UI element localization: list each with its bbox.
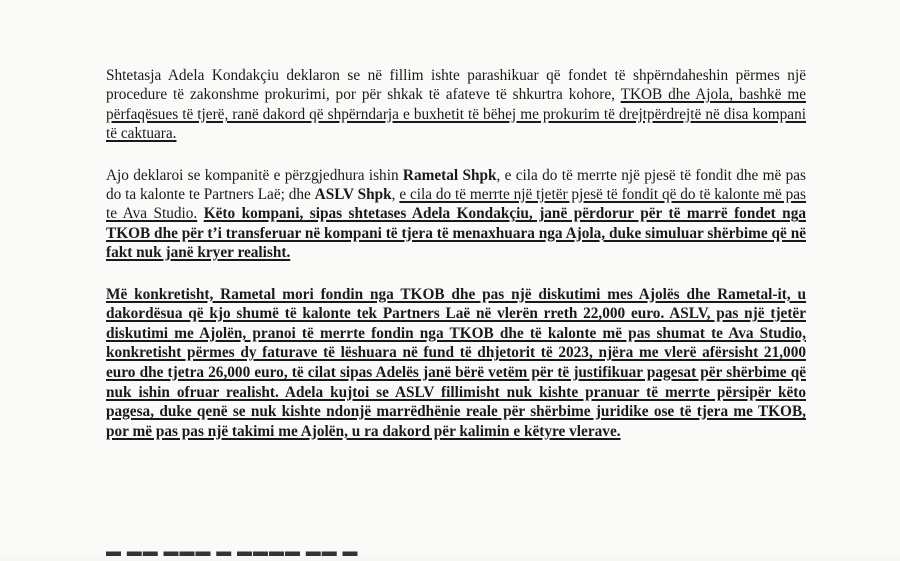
text-run: ASLV Shpk [314, 186, 392, 204]
text-run: Këto kompani, sipas shtetases Adela Kondakçiu, janë përdorur për të marrë fondet nga TKOB dhe për t’i transferuar në kompani të tjera të menaxhuara nga Ajola, duke simuluar shërbime që në fakt nuk janë kryer realisht. [106, 205, 806, 262]
paragraph-3 [106, 285, 806, 442]
text-run: Më konkretisht, Rametal mori fondin nga TKOB dhe pas një diskutimi mes Ajolës dhe Rametal-it, u dakordësua që kjo shumë të kalonte tek Partners Laë në vlerën rreth 22,000 euro. ASLV, pas një tjetër diskutimi me Ajolën, pranoi të merrte fondin nga TKOB dhe të kalonte më pas shumat te Ava Studio, konkretisht përmes dy faturave të lëshuara në fund të dhjetorit të 2023, njëra me vlerë afërsisht 21,000 euro dhe tjetra 26,000 euro, të cilat sipas Adelës janë bërë vetëm për të justifikuar pagesat për shërbime që nuk ishin ofruar realisht. Adela kujtoi se ASLV fillimisht nuk kishte pranuar të merrte përsipër këto pagesa, duke qenë se nuk kishte ndonjë marrëdhënie reale për shërbime juridike ose të tjera me TKOB, por më pas pas një takimi me Ajolën, u ra dakord për kalimin e këtyre vlerave. [106, 285, 806, 440]
text-run: TKOB dhe Ajola, bashkë me përfaqësues të tjerë, ranë dakord që shpërndarja e buxhetit të bëhej me prokurim të drejtpërdrejtë në disa kompani të caktuara. [106, 86, 807, 143]
text-run: , e cila do të merrte një pjesë të fondit dhe më pas do ta kalonte te Partners Laë; dhe [106, 166, 806, 204]
text-run: , [391, 186, 400, 204]
text-run: Rametal Shpk [402, 166, 497, 184]
text-run: e cila do të merrte një tjetër pjesë të fondit që do të kalonte më pas te Ava Studio. [106, 186, 807, 223]
cut-off-next-line: ▬ ▬▬ ▬▬▬ ▬ ▬▬▬▬ ▬▬ ▬ [106, 544, 359, 560]
paragraph-2 [106, 166, 806, 263]
document-body [106, 66, 806, 463]
paragraph-1 [106, 66, 806, 144]
text-run: Ajo deklaroi se kompanitë e përzgjedhura ishin [106, 166, 403, 184]
text-run: Shtetasja Adela Kondakçiu deklaron se në fillim ishte parashikuar që fondet të shpërndaheshin përmes një procedure të zakonshme prokurimi, por për shkak të afateve të shkurtra kohore, [106, 67, 806, 104]
